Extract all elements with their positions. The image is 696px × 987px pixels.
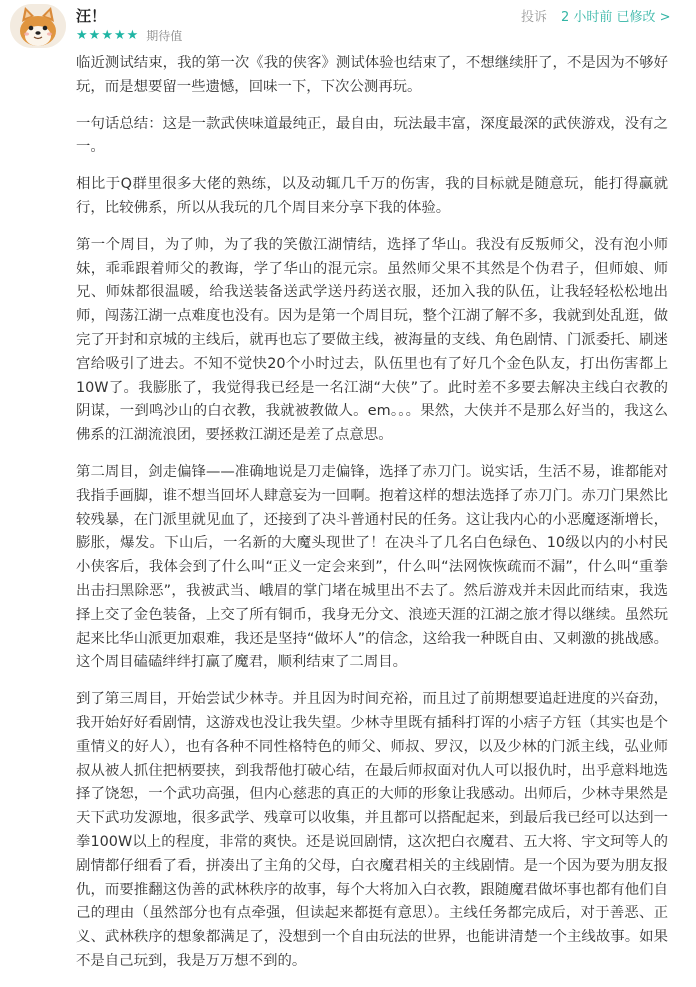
review-paragraph: 临近测试结束，我的第一次《我的侠客》测试体验也结束了，不想继续肝了，不是因为不够好玩，而是想要留一些遗憾，回味一下，下次公测再玩。 xyxy=(76,55,668,95)
review-body xyxy=(76,52,668,987)
star-icon: ★ xyxy=(88,28,101,43)
star-icon: ★ xyxy=(113,28,126,43)
star-icon: ★ xyxy=(101,28,113,43)
star-icon: ★ xyxy=(76,28,88,43)
avatar[interactable] xyxy=(10,4,66,48)
review-paragraph: 第二周目，剑走偏锋——准确地说是刀走偏锋，选择了赤刀门。说实话，生活不易，谁都能对我指手画脚，谁不想当回坏人肆意妄为一回啊。抱着这样的想法选择了赤刀门。赤刀门果然比较残暴，在门派里就见血了，还接到了决斗普通村民的任务。这让我内心的小恶魔逐渐增长，膨胀，爆发。下山后，一名新的大魔头现世了！在决斗了几名白色绿色、10级以内的小村民小侠客后，我体会到了什么叫“正义一定会来到”，什么叫“法网恢恢疏而不漏”，什么叫“重拳出击扫黑除恶”，我被武当、峨眉的掌门堵在城里出不去了。然后游戏并未因此而结束，我选择上交了金色装备，上交了所有铜币，我身无分文、浪迹天涯的江湖之旅才得以继续。虽然玩起来比华山派更加艰难，我还是坚持“做坏人”的信念，这给我一种既自由、又刺激的挑战感。这个周目磕磕绊绊打赢了魔君，顺利结束了二周目。 xyxy=(76,463,668,671)
star-icon: ★ xyxy=(126,28,139,43)
review-header xyxy=(0,0,696,52)
review-paragraph: 一句话总结：这是一款武侠味道最纯正，最自由，玩法最丰富，深度最深的武侠游戏，没有之一。 xyxy=(76,115,668,156)
rating xyxy=(76,27,182,44)
review-paragraph: 相比于Q群里很多大佬的熟练，以及动辄几千万的伤害，我的目标就是随意玩，能打得赢就行，比较佛系，所以从我玩的几个周目来分享下我的体验。 xyxy=(76,176,668,216)
rating-label: 期待值 xyxy=(146,29,183,43)
review-paragraph: 到了第三周目，开始尝试少林寺。并且因为时间充裕，而且过了前期想要追赶进度的兴奋劲，我开始好好看剧情，这游戏也没让我失望。少林寺里既有插科打诨的小痞子方钰（其实也是个重情义的好人），也有各种不同性格特色的师父、师叔、罗汉，以及少林的门派主线，弘业师叔从被人抓住把柄要挟，到我帮他打破心结，在最后师叔面对仇人可以报仇时，出乎意料地选择了饶恕，一个武功高强，但内心慈悲的真正的大师的形象让我感动。出师后，少林寺果然是天下武功发源地，很多武学、残章可以收集，并且都可以搭配起来，到最后我已经可以达到一拳100W以上的程度，非常的爽快。还是说回剧情，这次把白衣魔君、五大将、宇文珂等人的剧情都仔细看了看，拼凑出了主角的父母，白衣魔君相关的主线剧情。是一个因为要为朋友报仇，而要推翻这伪善的武林秩序的故事，每个大将加入白衣教，跟随魔君做坏事也都有他们自己的理由（虽然部分也有点牵强，但读起来都挺有意思）。主线任务都完成后，对于善恶、正义、武林秩序的想象都满足了，没想到一个自由玩法的世界，也能讲清楚一个主线故事。如果不是自己玩到，我是万万想不到的。 xyxy=(76,691,668,969)
username[interactable]: 汪！ xyxy=(76,7,107,25)
edit-time-link[interactable]: 2 小时前 已修改 > xyxy=(561,10,671,25)
shiba-dog-avatar-icon xyxy=(10,4,66,48)
report-button[interactable]: 投诉 xyxy=(521,10,548,25)
review-paragraph: 第一个周目，为了帅，为了我的笑傲江湖情结，选择了华山。我没有反叛师父，没有泡小师妹，乖乖跟着师父的教诲，学了华山的混元宗。虽然师父果不其然是个伪君子，但师娘、师兄、师妹都很温暖，给我送装备送武学送丹药送衣服，还加入我的队伍，让我轻轻松松地出师，闯荡江湖一点难度也没有。因为是第一个周目玩，整个江湖了解不多，我就到处乱逛，做完了开封和京城的主线后，就再也忘了要做主线，被海量的支线、角色剧情、门派委托、刷迷宫给吸引了进去。不知不觉快20个小时过去，队伍里也有了好几个金色队友，打出伤害都上10W了。我膨胀了，我觉得我已经是一名江湖“大侠”了。此时差不多要去解决主线白衣教的阴谋，一到鸣沙山的白衣教，我就被教做人。em。。。果然，大侠并不是那么好当的，我这么佛系的江湖流浪团，要拯救江湖还是差了点意思。 xyxy=(76,236,668,444)
